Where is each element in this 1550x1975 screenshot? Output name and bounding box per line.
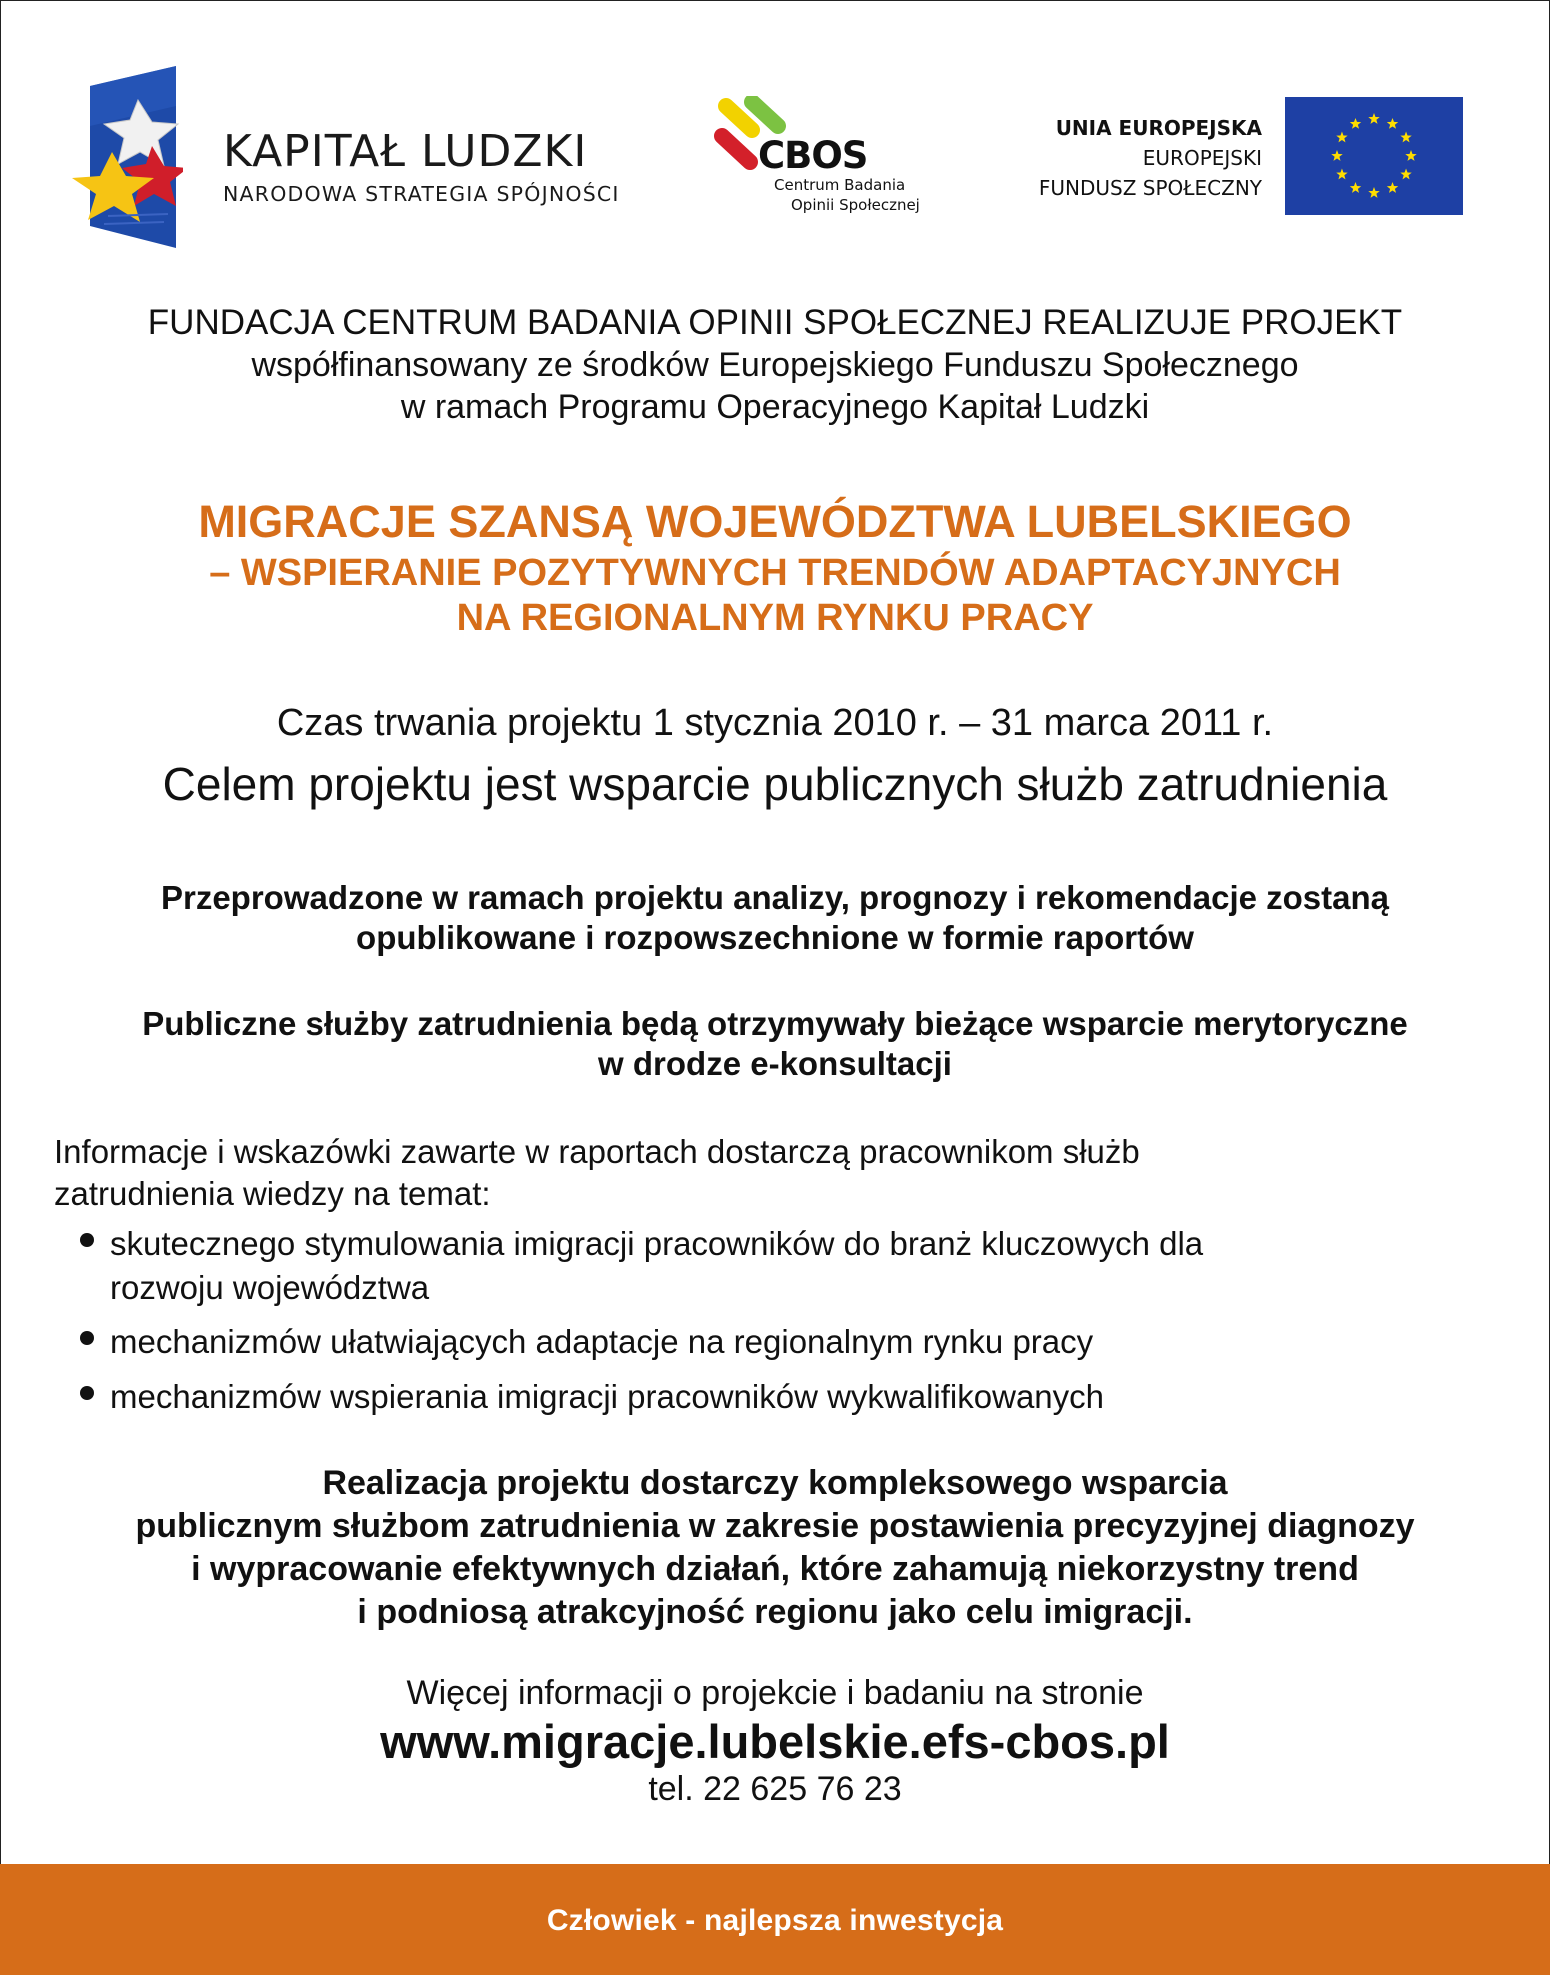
support-statement xyxy=(0,1004,1550,1084)
eu-line3: FUNDUSZ SPOŁECZNY xyxy=(1038,176,1262,200)
intro-line3: w ramach Programu Operacyjnego Kapitał Ludzki xyxy=(400,388,1150,426)
realization-statement xyxy=(0,1462,1550,1634)
bullet-icon xyxy=(80,1233,94,1247)
intro-line2: współfinansowany ze środków Europejskiego Funduszu Społecznego xyxy=(251,346,1299,384)
topics-list xyxy=(78,1222,1518,1419)
eu-line2: EUROPEJSKI xyxy=(1142,146,1262,170)
bullet-icon xyxy=(80,1386,94,1400)
footer-band xyxy=(0,1864,1550,1975)
project-title-line2: – WSPIERANIE POZYTYWNYCH TRENDÓW ADAPTACYJNYCH xyxy=(209,552,1341,594)
project-title xyxy=(0,494,1550,640)
eu-flag-icon xyxy=(1285,97,1463,215)
list-item-text: mechanizmów wspierania imigracji pracowników wykwalifikowanych xyxy=(110,1378,1105,1415)
cbos-subtitle-line1: Centrum Badania xyxy=(774,176,906,194)
realization-line4: i podniosą atrakcyjność regionu jako celu imigracji. xyxy=(357,1593,1193,1631)
cbos-name: CBOS xyxy=(758,134,868,177)
list-item xyxy=(78,1222,1518,1310)
kapital-ludzki-title: KAPITAŁ LUDZKI xyxy=(223,126,588,177)
project-title-line3: NA REGIONALNYM RYNKU PRACY xyxy=(456,597,1094,639)
bullet-icon xyxy=(80,1331,94,1345)
project-goal: Celem projektu jest wsparcie publicznych służb zatrudnienia xyxy=(162,758,1388,810)
analyses-line2: opublikowane i rozpowszechnione w formie raportów xyxy=(356,919,1194,956)
footer-slogan: Człowiek - najlepsza inwestycja xyxy=(546,1904,1004,1937)
support-line1: Publiczne służby zatrudnienia będą otrzymywały bieżące wsparcie merytoryczne xyxy=(142,1005,1408,1042)
project-title-line1: MIGRACJE SZANSĄ WOJEWÓDZTWA LUBELSKIEGO xyxy=(198,496,1352,547)
realization-line3: i wypracowanie efektywnych działań, które zahamują niekorzystny trend xyxy=(191,1550,1359,1588)
list-item xyxy=(78,1375,1518,1419)
analyses-statement xyxy=(0,878,1550,958)
list-item-text: skutecznego stymulowania imigracji pracowników do branż kluczowych dla xyxy=(110,1225,1204,1262)
analyses-line1: Przeprowadzone w ramach projektu analizy, prognozy i rekomendacje zostaną xyxy=(160,879,1390,916)
intro-block xyxy=(0,302,1550,428)
eu-line1: UNIA EUROPEJSKA xyxy=(1055,116,1262,140)
realization-line2: publicznym służbom zatrudnienia w zakresie postawienia precyzyjnej diagnozy xyxy=(135,1507,1415,1545)
contact-intro: Więcej informacji o projekcie i badaniu na stronie xyxy=(406,1674,1144,1712)
kapital-ludzki-wordmark xyxy=(223,128,620,206)
intro-line1: FUNDACJA CENTRUM BADANIA OPINII SPOŁECZNEJ REALIZUJE PROJEKT xyxy=(147,303,1403,342)
eu-wordmark xyxy=(1039,113,1262,203)
realization-line1: Realizacja projektu dostarczy kompleksowego wsparcia xyxy=(322,1464,1228,1502)
list-item-text-cont: rozwoju województwa xyxy=(110,1269,430,1306)
list-item-text: mechanizmów ułatwiających adaptacje na regionalnym rynku pracy xyxy=(110,1323,1094,1360)
info-line1: Informacje i wskazówki zawarte w raportach dostarczą pracownikom służb xyxy=(54,1133,1140,1170)
kapital-ludzki-emblem-icon xyxy=(68,66,183,248)
logo-bar xyxy=(0,0,1550,260)
info-line2: zatrudnienia wiedzy na temat: xyxy=(54,1175,491,1212)
support-line2: w drodze e-konsultacji xyxy=(598,1045,952,1082)
phone-number: tel. 22 625 76 23 xyxy=(648,1770,902,1808)
project-duration: Czas trwania projektu 1 stycznia 2010 r. – 31 marca 2011 r. xyxy=(276,702,1274,744)
list-item xyxy=(78,1320,1518,1364)
website-link[interactable]: www.migracje.lubelskie.efs-cbos.pl xyxy=(380,1715,1170,1768)
kapital-ludzki-subtitle: NARODOWA STRATEGIA SPÓJNOŚCI xyxy=(223,182,620,206)
cbos-subtitle-line2: Opinii Społecznej xyxy=(791,196,920,214)
info-paragraph xyxy=(54,1131,1494,1215)
contact-block xyxy=(0,1671,1550,1809)
